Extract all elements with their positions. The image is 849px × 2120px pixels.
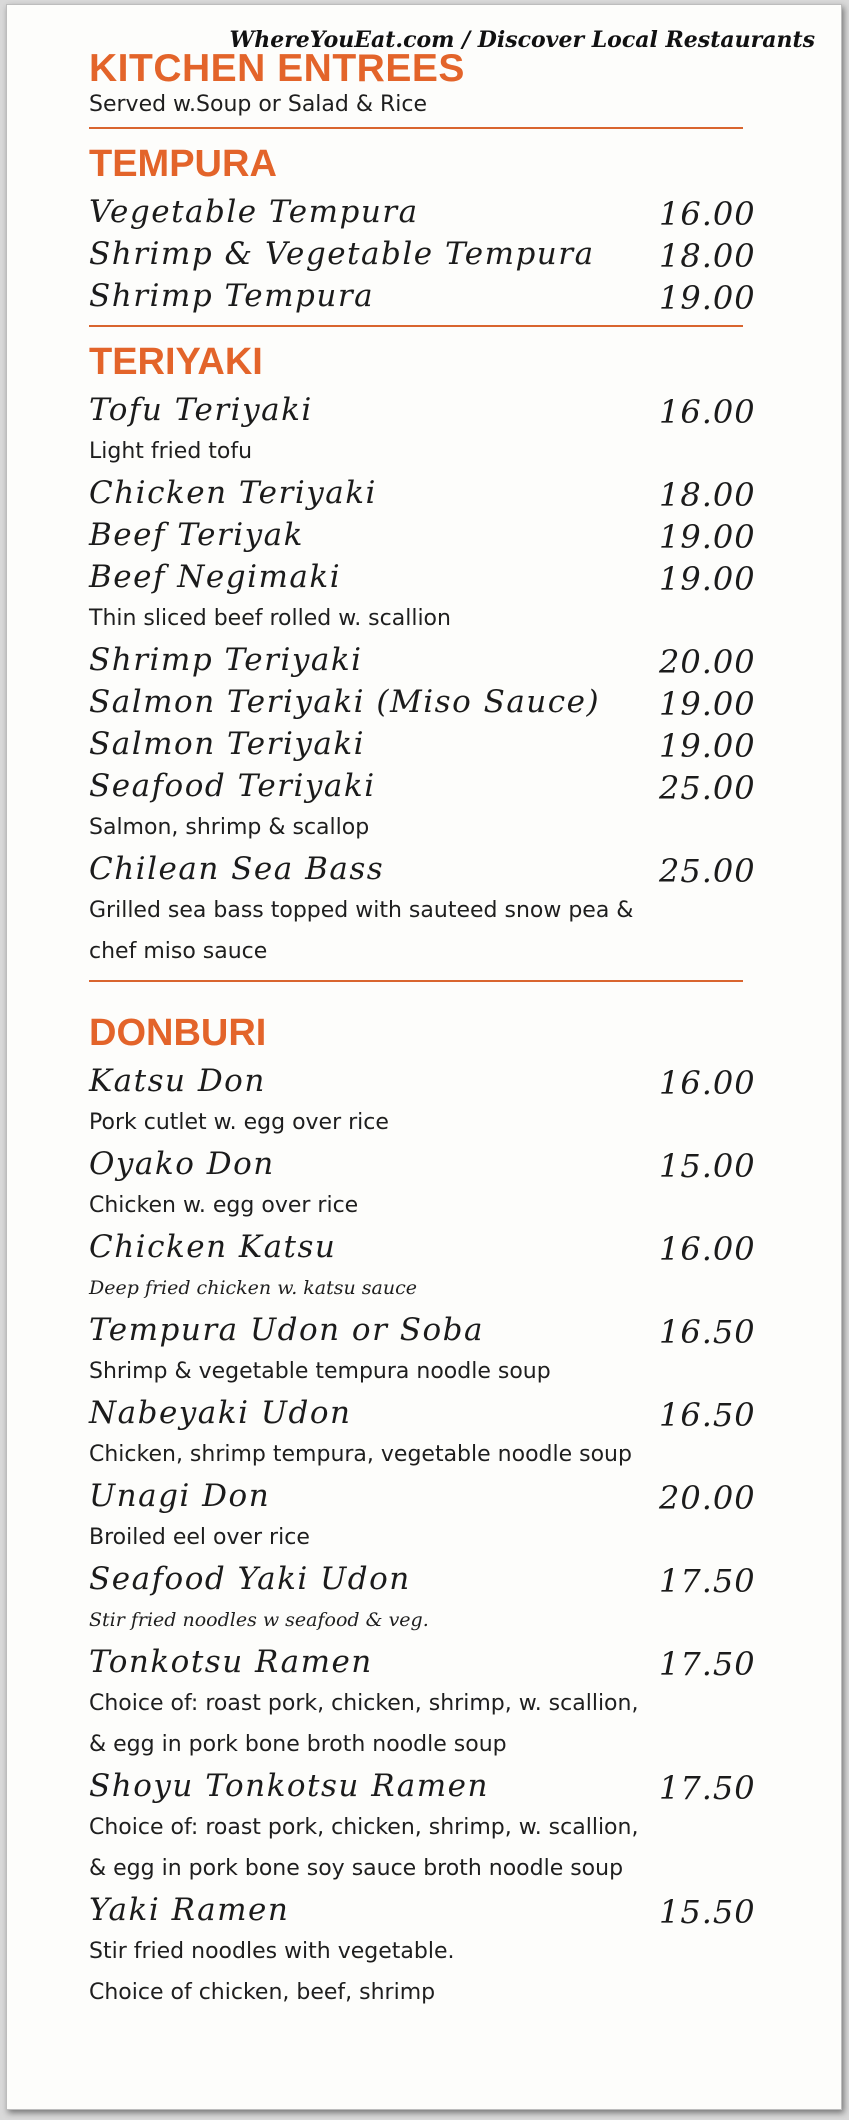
section-title: DONBURI	[89, 1012, 267, 1054]
item-price: 19.00	[659, 279, 756, 317]
menu-item	[89, 765, 757, 807]
item-price: 18.00	[659, 237, 756, 275]
item-price: 20.00	[659, 643, 756, 681]
menu-item	[89, 1889, 757, 1931]
item-price: 18.00	[659, 476, 756, 514]
item-list	[89, 389, 757, 972]
item-name: Tempura Udon or Soba	[89, 1312, 484, 1348]
menu-content	[89, 35, 757, 2013]
menu-item	[89, 723, 757, 765]
page-subtitle: Served w.Soup or Salad & Rice	[89, 92, 428, 117]
section-title: TERIYAKI	[89, 341, 263, 383]
divider	[89, 325, 743, 327]
menu-item	[89, 639, 757, 681]
item-price: 17.50	[659, 1769, 756, 1807]
item-price: 19.00	[659, 685, 756, 723]
item-name: Chicken Katsu	[89, 1229, 337, 1265]
item-description: Deep fried chicken w. katsu sauce	[89, 1277, 417, 1299]
item-name: Shrimp Tempura	[89, 278, 375, 314]
menu-item	[89, 472, 757, 514]
item-description: Choice of: roast pork, chicken, shrimp, w. scallion,	[89, 1691, 639, 1716]
item-name: Shrimp Teriyaki	[89, 642, 363, 678]
menu-item	[89, 1475, 757, 1517]
item-name: Yaki Ramen	[89, 1892, 290, 1928]
divider	[89, 980, 743, 982]
item-description: Light fried tofu	[89, 439, 253, 464]
item-list	[89, 191, 757, 317]
item-name: Katsu Don	[89, 1063, 266, 1099]
menu-item	[89, 514, 757, 556]
menu-item	[89, 1060, 757, 1102]
item-price: 19.00	[659, 560, 756, 598]
item-name: Salmon Teriyaki (Miso Sauce)	[89, 684, 601, 720]
item-name: Salmon Teriyaki	[89, 726, 366, 762]
item-price: 16.00	[659, 393, 756, 431]
menu-item	[89, 1392, 757, 1434]
item-price: 25.00	[659, 852, 756, 890]
divider	[89, 127, 743, 129]
section-title: TEMPURA	[89, 143, 277, 185]
item-description: Stir fried noodles with vegetable.	[89, 1939, 455, 1964]
item-description: Choice of chicken, beef, shrimp	[89, 1980, 436, 2005]
item-description: Thin sliced beef rolled w. scallion	[89, 606, 451, 631]
item-description: Shrimp & vegetable tempura noodle soup	[89, 1359, 551, 1384]
section-donburi	[89, 1010, 757, 2013]
page-title: KITCHEN ENTREES	[89, 47, 465, 90]
item-description: Chicken, shrimp tempura, vegetable noodle soup	[89, 1442, 632, 1467]
item-name: Chicken Teriyaki	[89, 475, 377, 511]
item-price: 16.50	[659, 1396, 756, 1434]
menu-item	[89, 1309, 757, 1351]
item-name: Seafood Yaki Udon	[89, 1561, 411, 1597]
item-price: 20.00	[659, 1479, 756, 1517]
section-teriyaki	[89, 339, 757, 972]
item-description: Pork cutlet w. egg over rice	[89, 1110, 389, 1135]
item-description: Stir fried noodles w seafood & veg.	[89, 1609, 429, 1631]
item-description: Chicken w. egg over rice	[89, 1193, 359, 1218]
item-price: 17.50	[659, 1562, 756, 1600]
item-price: 17.50	[659, 1645, 756, 1683]
item-name: Oyako Don	[89, 1146, 275, 1182]
menu-item	[89, 191, 757, 233]
item-description: Grilled sea bass topped with sauteed snow pea &	[89, 898, 634, 923]
item-list	[89, 1060, 757, 2013]
item-price: 15.00	[659, 1147, 756, 1185]
item-price: 16.00	[659, 1064, 756, 1102]
item-description: & egg in pork bone soy sauce broth noodle soup	[89, 1856, 624, 1881]
item-name: Tonkotsu Ramen	[89, 1644, 373, 1680]
item-price: 25.00	[659, 769, 756, 807]
menu-item	[89, 275, 757, 317]
item-description: Salmon, shrimp & scallop	[89, 815, 370, 840]
item-description: & egg in pork bone broth noodle soup	[89, 1732, 507, 1757]
menu-item	[89, 848, 757, 890]
menu-item	[89, 1226, 757, 1268]
item-name: Vegetable Tempura	[89, 194, 419, 230]
menu-item	[89, 1143, 757, 1185]
item-name: Tofu Teriyaki	[89, 392, 313, 428]
menu-item	[89, 1641, 757, 1683]
watermark: WhereYouEat.com / Discover Local Restaurants	[229, 27, 815, 53]
item-name: Shrimp & Vegetable Tempura	[89, 236, 595, 272]
item-price: 16.00	[659, 1230, 756, 1268]
section-tempura	[89, 141, 757, 317]
item-name: Seafood Teriyaki	[89, 768, 376, 804]
item-price: 16.50	[659, 1313, 756, 1351]
item-price: 19.00	[659, 518, 756, 556]
item-name: Unagi Don	[89, 1478, 271, 1514]
menu-item	[89, 233, 757, 275]
item-name: Chilean Sea Bass	[89, 851, 385, 887]
menu-item	[89, 1765, 757, 1807]
menu-page	[6, 4, 842, 2110]
menu-item	[89, 1558, 757, 1600]
item-price: 16.00	[659, 195, 756, 233]
item-description: Choice of: roast pork, chicken, shrimp, w. scallion,	[89, 1815, 639, 1840]
item-name: Beef Negimaki	[89, 559, 342, 595]
menu-item	[89, 681, 757, 723]
item-name: Nabeyaki Udon	[89, 1395, 352, 1431]
menu-item	[89, 389, 757, 431]
item-name: Beef Teriyak	[89, 517, 304, 553]
item-price: 19.00	[659, 727, 756, 765]
item-description: chef miso sauce	[89, 939, 268, 964]
item-description: Broiled eel over rice	[89, 1525, 310, 1550]
item-price: 15.50	[659, 1893, 756, 1931]
menu-item	[89, 556, 757, 598]
item-name: Shoyu Tonkotsu Ramen	[89, 1768, 489, 1804]
